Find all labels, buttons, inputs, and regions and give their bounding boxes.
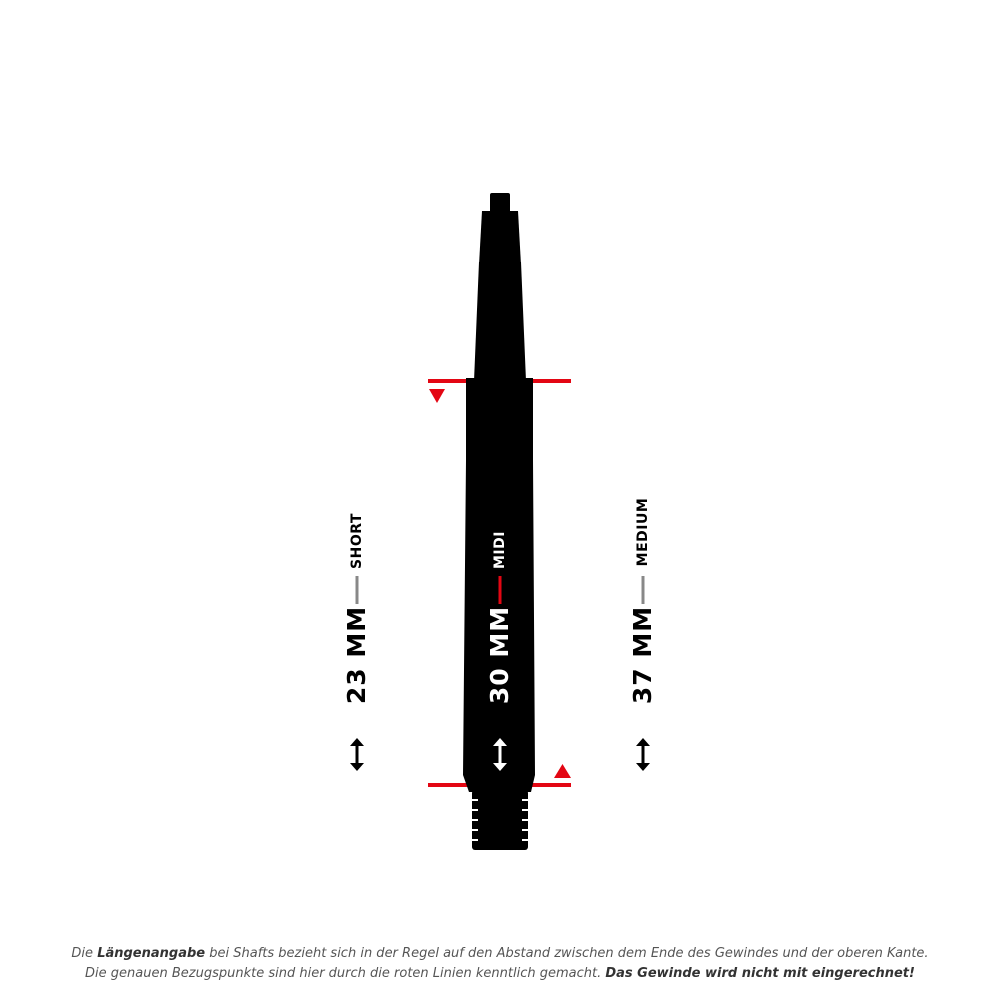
caption-line-2: Die genauen Bezugspunkte sind hier durch die roten Linien kenntlich gemacht. Das Gewinde wird nicht mit eingerechnet! — [85, 966, 915, 981]
caption-bold-note: Das Gewinde wird nicht mit eingerechnet! — [605, 966, 915, 981]
variant-length-midi: 30 MM — [485, 605, 514, 705]
variant-name-short: SHORT — [349, 513, 365, 569]
footnote-caption — [0, 944, 1000, 984]
double-arrow-icon-short — [350, 738, 364, 771]
variant-name-midi: MIDI — [492, 531, 508, 569]
double-arrow-icon-medium — [636, 738, 650, 771]
caption-bold-term: Längenangabe — [97, 946, 206, 961]
caption-line-1: Die Längenangabe bei Shafts bezieht sich in der Regel auf den Abstand zwischen dem Ende des Gewindes und der oberen Kante. — [71, 946, 929, 961]
variant-length-medium: 37 MM — [628, 605, 657, 705]
top-reference-triangle-icon — [429, 389, 445, 403]
variant-length-short: 23 MM — [342, 605, 371, 705]
variant-name-medium: MEDIUM — [635, 497, 651, 567]
bottom-reference-triangle-icon — [554, 764, 571, 778]
